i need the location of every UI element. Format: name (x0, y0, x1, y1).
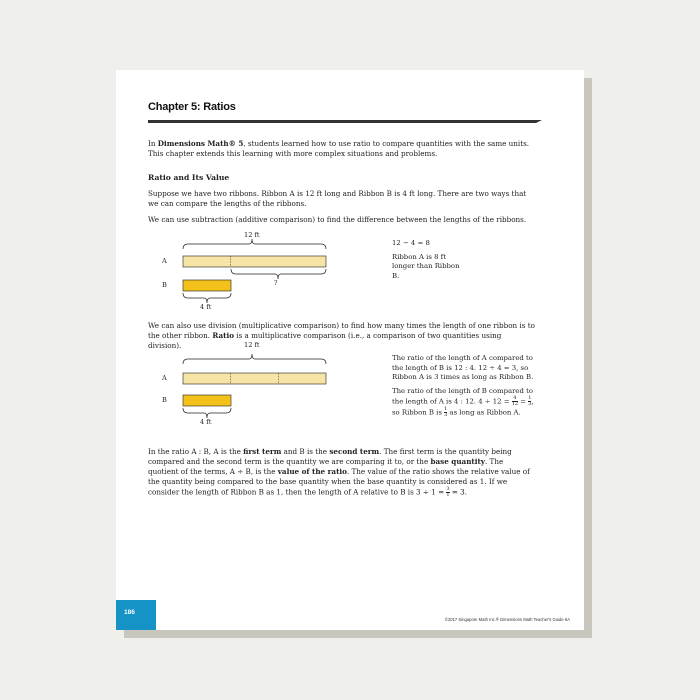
document-page (116, 70, 584, 630)
bar-model-1-svg (156, 232, 346, 314)
page-number-tab (116, 600, 156, 630)
ribbon-a-bar-2 (183, 373, 326, 384)
fraction-1-3-b: $\frac{1}{3}$ (444, 406, 448, 419)
section-heading: Ratio and Its Value (148, 173, 230, 182)
terms-paragraph: In the ratio A : B, A is the first term and B is the second term. The first term is the quantity being compared and the second term is the quantity we are comparing it to, or the base quantity. The quotient of the terms, A ÷ B, is the value of the ratio. The value of the ratio shows the relative value of the quantity being compared to the base quantity when the base quantity is considered as 1. If we consider the length of Ribbon B as 1, then the length of A relative to B is 3 ÷ 1 = $\frac{3}{1}$ = 3. (148, 447, 530, 498)
base-quantity-term: base quantity (430, 457, 485, 466)
brace-top-1 (183, 239, 326, 249)
ribbon-b-bar-2 (183, 395, 231, 406)
intro-paragraph (148, 139, 536, 159)
bottom-length-label-2: 4 ft (200, 418, 212, 426)
diagram1-notes (392, 239, 542, 285)
subtraction-equation: 12 − 4 = 8 (392, 239, 430, 247)
fraction-3-1: $\frac{3}{1}$ (446, 486, 450, 498)
ribbon-a-label-2: A (162, 374, 167, 382)
fraction-1-3: $\frac{1}{3}$ (528, 395, 532, 408)
subtraction-result: Ribbon A is 8 ft longer than Ribbon B. (392, 252, 460, 280)
division-post: is a multiplicative comparison (i.e., a comparison of two quantities using division). (148, 331, 502, 350)
brace-top-2 (183, 354, 326, 364)
ribbons-paragraph: Suppose we have two ribbons. Ribbon A is 12 ft long and Ribbon B is 4 ft long. There are two ways that we can compare the lengths of the ribbons. (148, 189, 527, 208)
title-rule (148, 120, 536, 123)
brace-bottom-2 (183, 408, 231, 418)
bar-model-diagram-1 (156, 232, 346, 314)
bar-model-2-svg (156, 350, 346, 432)
division-paragraph (148, 321, 536, 351)
bar-model-diagram-2 (156, 341, 346, 432)
value-of-ratio-term: value of the ratio (277, 467, 347, 476)
intro-pre: In (148, 139, 158, 148)
title-rule-tail (536, 120, 542, 123)
brace-diff-1 (231, 269, 326, 279)
subtraction-paragraph: We can use subtraction (additive comparison) to find the difference between the lengths of the ribbons. (148, 215, 527, 224)
page-number: 186 (124, 609, 135, 616)
ribbon-a-bar-1 (183, 256, 326, 267)
top-length-label-1: 12 ft (244, 231, 260, 239)
intro-post: , students learned how to use ratio to compare quantities with the same units. This chapter extends this learning with more complex situations and problems. (148, 139, 530, 158)
copyright-footer: ©2017 Singapore Math Inc.® Dimensions Math Teacher's Guide 6A (444, 617, 570, 622)
ratio-term: Ratio (212, 331, 234, 340)
brace-bottom-1 (183, 293, 231, 303)
difference-label: ? (274, 279, 278, 287)
top-length-label-2: 12 ft (244, 341, 260, 349)
first-term: first term (243, 447, 282, 456)
ratio-b-to-a-note: The ratio of the length of B compared to the length of A is 4 : 12. 4 ÷ 12 = $\frac{4}{12}$ = $\frac{1}{3}$ , so Ribbon B is $\frac{1}{3}$ as long as Ribbon A. (392, 386, 534, 419)
fraction-4-12: $\frac{4}{12}$ (511, 395, 519, 408)
ribbon-b-bar-1 (183, 280, 231, 291)
bottom-length-label-1: 4 ft (200, 303, 212, 311)
ribbon-a-label-1: A (162, 257, 167, 265)
ribbon-b-label-2: B (162, 396, 167, 404)
ribbon-b-label-1: B (162, 281, 167, 289)
ratio-a-to-b-note: The ratio of the length of A compared to the length of B is 12 : 4. 12 ÷ 4 = 3, so Ribbon A is 3 times as long as Ribbon B. (392, 354, 534, 382)
division-pre: We can also use division (multiplicative comparison) to find how many times the length of one ribbon is to the other ribbon. (148, 321, 535, 340)
diagram2-notes (392, 354, 542, 423)
second-term: second term (329, 447, 380, 456)
chapter-title: Chapter 5: Ratios (148, 101, 236, 113)
intro-book-title: Dimensions Math® 5 (157, 139, 244, 148)
